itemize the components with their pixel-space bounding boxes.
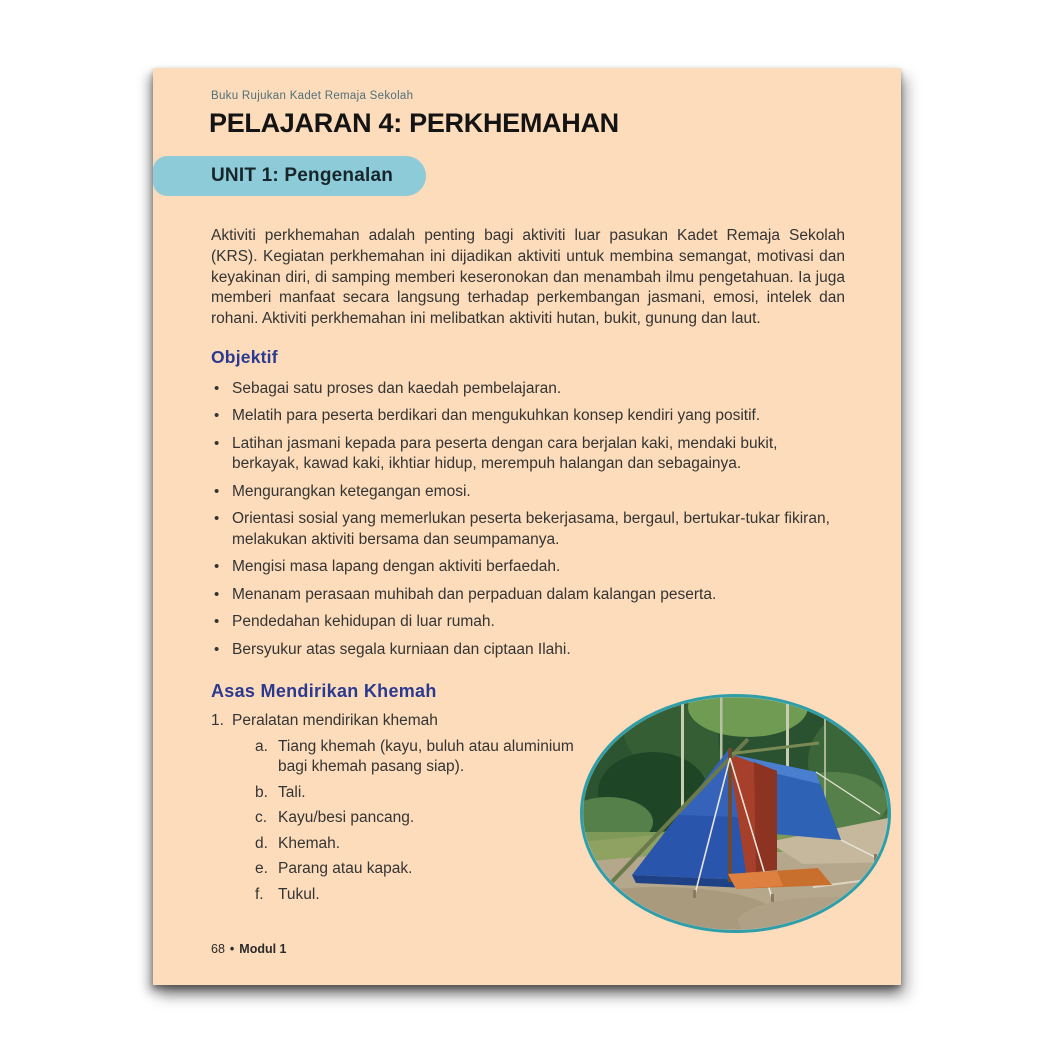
- objective-text: Menanam perasaan muhibah dan perpaduan dalam kalangan peserta.: [232, 585, 717, 603]
- equipment-text: Khemah.: [278, 834, 341, 852]
- equipment-item: [211, 737, 591, 778]
- bullet-icon: •: [214, 640, 220, 658]
- objective-item: [211, 379, 845, 400]
- equipment-item: [211, 859, 591, 880]
- khemah-item-number: 1.: [211, 712, 224, 730]
- objective-item: [211, 406, 845, 427]
- equipment-text: Tali.: [278, 783, 306, 801]
- unit-badge-label: UNIT 1: Pengenalan: [211, 165, 394, 186]
- bullet-icon: •: [214, 482, 220, 500]
- objective-text: Mengisi masa lapang dengan aktiviti berfaedah.: [232, 558, 561, 576]
- equipment-label: f.: [255, 885, 264, 903]
- page-title: PELAJARAN 4: PERKHEMAHAN: [209, 108, 619, 138]
- objective-item: [211, 557, 845, 578]
- equipment-item: [211, 808, 591, 829]
- objective-item: [211, 434, 845, 475]
- objectives-heading: Objektif: [211, 346, 278, 367]
- objective-text: Pendedahan kehidupan di luar rumah.: [232, 613, 495, 631]
- intro-paragraph: Aktiviti perkhemahan adalah penting bagi aktiviti luar pasukan Kadet Remaja Sekolah (KRS). Kegiatan perkhemahan ini dijadikan aktiviti untuk membina semangat, motivasi dan keyakinan diri, di samping memberi keseronokan dan menambah ilmu pengetahuan. Ia juga memberi manfaat secara langsung terhadap perkembangan jasmani, emosi, intelek dan rohani. Aktiviti perkhemahan ini melibatkan aktiviti hutan, bukit, gunung dan laut.: [211, 227, 845, 328]
- objective-text: Melatih para peserta berdikari dan mengukuhkan konsep kendiri yang positif.: [232, 407, 761, 425]
- equipment-label: a.: [255, 737, 268, 755]
- objective-item: [211, 482, 845, 503]
- equipment-text: Tiang khemah (kayu, buluh atau aluminium bagi khemah pasang siap).: [278, 737, 574, 776]
- khemah-heading: Asas Mendirikan Khemah: [211, 681, 437, 702]
- khemah-item-title: Peralatan mendirikan khemah: [232, 712, 438, 730]
- bullet-icon: •: [214, 434, 220, 452]
- tent-photo: [578, 692, 893, 935]
- page-footer: [211, 942, 287, 956]
- bullet-icon: •: [214, 585, 220, 603]
- objective-text: Latihan jasmani kepada para peserta dengan cara berjalan kaki, mendaki bukit, berkayak, kawad kaki, ikhtiar hidup, merempuh halangan dan sebagainya.: [232, 434, 778, 473]
- unit-badge: [153, 156, 426, 196]
- equipment-text: Tukul.: [278, 885, 320, 903]
- equipment-label: d.: [255, 834, 268, 852]
- book-page: [153, 68, 901, 985]
- equipment-text: Kayu/besi pancang.: [278, 809, 415, 827]
- bullet-icon: •: [214, 613, 220, 631]
- objective-item: [211, 612, 845, 633]
- running-header: Buku Rujukan Kadet Remaja Sekolah: [211, 90, 414, 102]
- bullet-icon: •: [214, 510, 220, 528]
- page-number: 68: [211, 942, 225, 956]
- footer-separator: •: [229, 942, 235, 956]
- objective-text: Orientasi sosial yang memerlukan peserta bekerjasama, bergaul, bertukar-tukar fikiran, melakukan aktiviti bersama dan seumpamanya.: [232, 510, 830, 548]
- objectives-list: [211, 379, 845, 661]
- module-label: Modul 1: [239, 942, 287, 956]
- objective-text: Sebagai satu proses dan kaedah pembelajaran.: [232, 379, 562, 397]
- objective-item: [211, 640, 845, 661]
- bullet-icon: •: [214, 379, 220, 397]
- objective-text: Mengurangkan ketegangan emosi.: [232, 482, 471, 500]
- equipment-list: [211, 737, 591, 906]
- bullet-icon: •: [214, 407, 220, 425]
- equipment-item: [211, 834, 591, 855]
- objective-item: [211, 585, 845, 606]
- equipment-text: Parang atau kapak.: [278, 860, 413, 878]
- equipment-label: e.: [255, 860, 268, 878]
- objective-item: [211, 509, 845, 550]
- equipment-item: [211, 885, 591, 906]
- objective-text: Bersyukur atas segala kurniaan dan ciptaan Ilahi.: [232, 640, 571, 658]
- bullet-icon: •: [214, 558, 220, 576]
- equipment-item: [211, 783, 591, 804]
- equipment-label: b.: [255, 783, 268, 801]
- equipment-label: c.: [255, 809, 268, 827]
- tent-photo-scene: [578, 692, 893, 935]
